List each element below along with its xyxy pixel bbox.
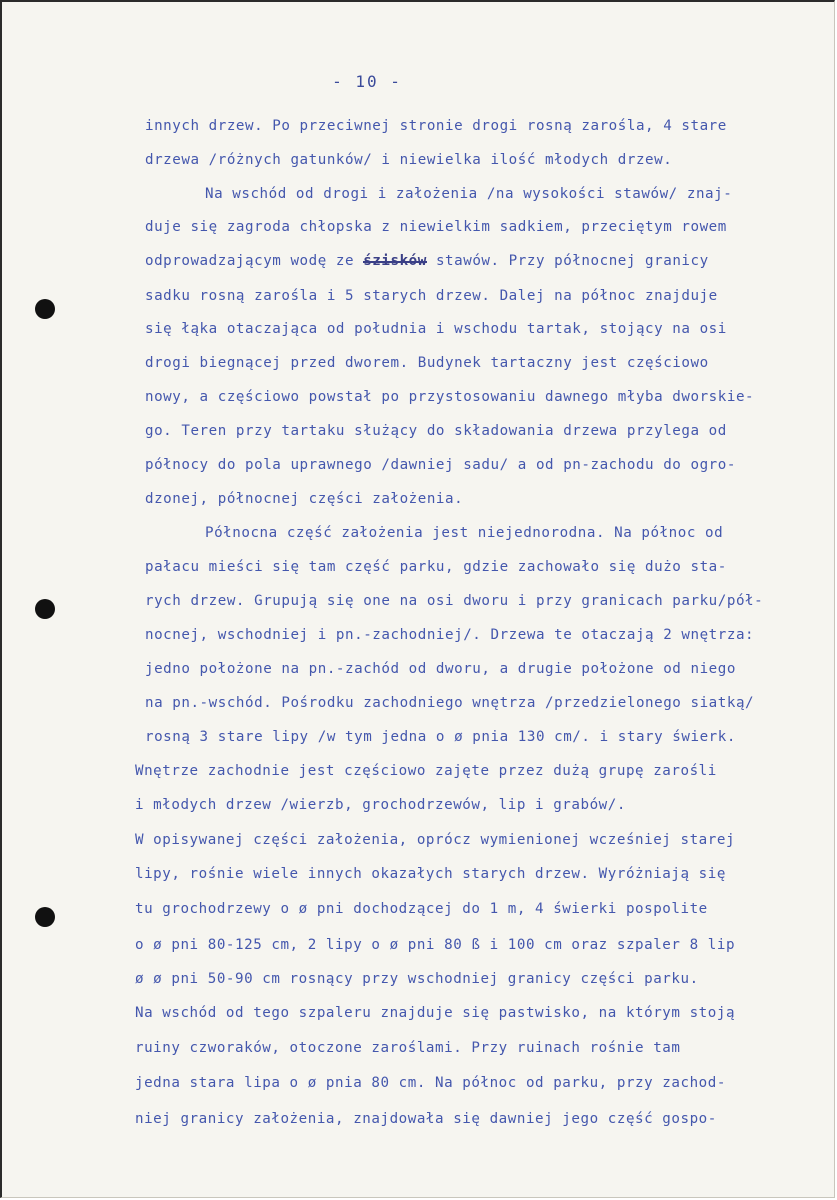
text-line: Wnętrze zachodnie jest częściowo zajęte przez dużą grupę zarośli xyxy=(135,763,717,779)
text-line: drogi biegnącej przed dworem. Budynek tartaczny jest częściowo xyxy=(145,355,709,371)
text-segment: stawów. Przy północnej granicy xyxy=(435,253,709,269)
page-number: - 10 - xyxy=(332,72,402,91)
text-line: innych drzew. Po przeciwnej stronie drogi rosną zarośla, 4 stare xyxy=(145,118,727,134)
text-line: Północna część założenia jest niejednorodna. Na północ od xyxy=(205,525,724,541)
text-line: jedna stara lipa o ø pnia 80 cm. Na północ od parku, przy zachod- xyxy=(135,1075,726,1091)
text-line: lipy, rośnie wiele innych okazałych starych drzew. Wyróżniają się xyxy=(135,866,726,882)
text-line: pałacu mieści się tam część parku, gdzie zachowało się dużo sta- xyxy=(145,559,727,575)
text-line: o ø pni 80-125 cm, 2 lipy o ø pni 80 ß i 100 cm oraz szpaler 8 lip xyxy=(135,937,736,953)
text-line: go. Teren przy tartaku służący do składowania drzewa przylega od xyxy=(145,423,727,439)
text-segment: odprowadzającym wodę ze xyxy=(145,253,355,269)
text-line: na pn.-wschód. Pośrodku zachodniego wnętrza /przedzielonego siatką/ xyxy=(145,695,755,711)
struck-out-word: śzisków xyxy=(363,253,427,269)
text-line: nowy, a częściowo powstał po przystosowaniu dawnego młyba dworskie- xyxy=(145,389,755,405)
text-line: rych drzew. Grupują się one na osi dworu i przy granicach parku/pół- xyxy=(145,593,764,609)
punch-hole-middle xyxy=(35,599,55,619)
text-line: dzonej, północnej części założenia. xyxy=(145,491,464,507)
text-line: jedno położone na pn.-zachód od dworu, a drugie położone od niego xyxy=(145,661,736,677)
text-line: duje się zagroda chłopska z niewielkim sadkiem, przeciętym rowem xyxy=(145,219,727,235)
text-line: i młodych drzew /wierzb, grochodrzewów, lip i grabów/. xyxy=(135,797,626,813)
text-line: niej granicy założenia, znajdowała się dawniej jego część gospo- xyxy=(135,1111,717,1127)
punch-hole-bottom xyxy=(35,907,55,927)
text-line: sadku rosną zarośla i 5 starych drzew. Dalej na północ znajduje xyxy=(145,288,718,304)
text-line: Na wschód od tego szpaleru znajduje się pastwisko, na którym stoją xyxy=(135,1005,736,1021)
text-line: drzewa /różnych gatunków/ i niewielka ilość młodych drzew. xyxy=(145,152,673,168)
text-line: Na wschód od drogi i założenia /na wysokości stawów/ znaj- xyxy=(205,186,733,202)
punch-hole-top xyxy=(35,299,55,319)
text-line: nocnej, wschodniej i pn.-zachodniej/. Drzewa te otaczają 2 wnętrza: xyxy=(145,627,755,643)
text-line: północy do pola uprawnego /dawniej sadu/ a od pn-zachodu do ogro- xyxy=(145,457,736,473)
text-line: ruiny czworaków, otoczone zaroślami. Przy ruinach rośnie tam xyxy=(135,1040,681,1056)
text-line: rosną 3 stare lipy /w tym jedna o ø pnia 130 cm/. i stary świerk. xyxy=(145,729,736,745)
text-line: tu grochodrzewy o ø pni dochodzącej do 1 m, 4 świerki pospolite xyxy=(135,901,708,917)
text-line: ø ø pni 50-90 cm rosnący przy wschodniej granicy części parku. xyxy=(135,971,699,987)
text-line: W opisywanej części założenia, oprócz wymienionej wcześniej starej xyxy=(135,832,736,848)
text-line: się łąka otaczająca od południa i wschodu tartak, stojący na osi xyxy=(145,321,727,337)
text-line-with-strikeout xyxy=(145,251,709,271)
